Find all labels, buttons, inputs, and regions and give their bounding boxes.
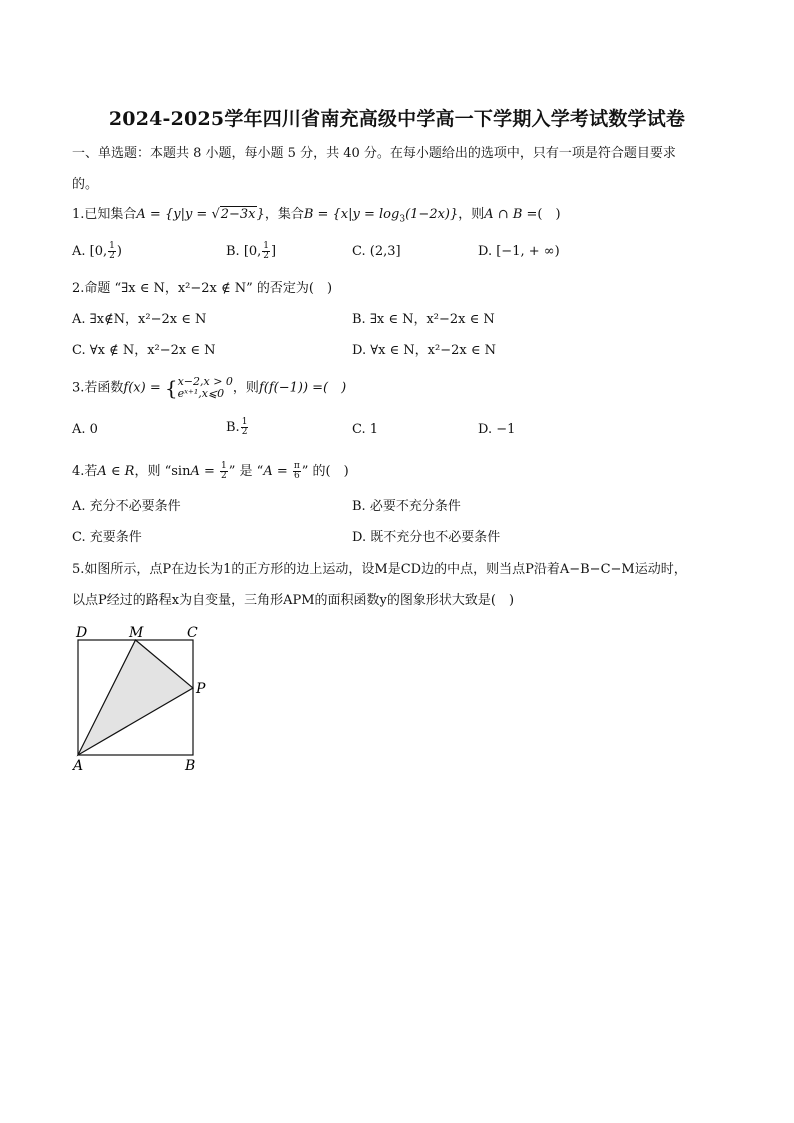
q4-cond: A ∈ R [97,464,135,479]
q1-option-b [226,242,276,261]
q2-option-b: B. ∃x ∈ N，x²−2x ∈ N [352,312,495,327]
label-m: M [129,625,144,641]
q3-option-b [226,418,249,437]
q1-tail: ，则 [458,207,485,222]
q1-log-base: 3 [399,214,406,225]
q1-option-c: C. (2,3] [352,244,401,259]
q3-option-d: D. −1 [478,422,516,437]
q2-option-a: A. ∃x∉N，x²−2x ∈ N [72,312,207,327]
fraction [241,418,249,437]
left-brace-icon: { [164,376,178,400]
q1-mid: ，集合 [264,207,304,222]
q1-end: =( ) [522,207,561,222]
q3-case2: eˣ⁺¹,x⩽0 [177,387,225,400]
q1-sqrt-expr: 2−3x [220,207,256,222]
fraction-num: 1 [241,417,248,427]
q1-set-a-close: } [256,207,265,222]
q1-intersect: A ∩ B [484,207,523,222]
q2-option-c: C. ∀x ∉ N，x²−2x ∈ N [72,343,216,358]
q1-option-b-close: ] [271,244,277,259]
section-heading: 一、单选题：本题共 8 小题，每小题 5 分，共 40 分。在每小题给出的选项中，只有一项是符合题目要求 [72,146,676,161]
exam-title: 2024-2025学年四川省南充高级中学高一下学期入学考试数学试卷 [108,108,686,130]
fraction-den: 6 [293,471,300,481]
q5-stem-line1: 5.如图所示，点P在边长为1的正方形的边上运动，设M是CD边的中点，则当点P沿着A−B−C−M运动时， [72,562,687,577]
q4-stem [72,462,349,481]
q3-prefix: 3.若函数 [72,380,124,396]
section-heading-cont: 的。 [72,177,99,192]
q3-case1: x−2,x > 0 [177,375,233,388]
q4-end: ” 的( ) [301,464,349,479]
fraction-num: 1 [263,241,270,251]
q4-prefix: 4.若 [72,464,98,479]
q1-set-a: A = {y|y = [136,207,212,222]
fraction-num: 1 [221,461,227,471]
q4-mid1: ，则 “sin [134,464,191,479]
q1-set-b: B = {x|y = log [303,207,400,222]
fraction [262,242,270,261]
q3-ask: f(f(−1)) =( ) [258,380,347,396]
q5-square-figure [68,622,218,774]
q5-stem-line2: 以点P经过的路程x为自变量，三角形APM的面积函数y的图象形状大致是( ) [72,593,515,608]
fraction-den: 2 [109,251,115,261]
fraction-den: 2 [241,427,248,437]
q1-prefix: 1.已知集合 [72,207,137,222]
q4-option-d: D. 既不充分也不必要条件 [352,530,501,545]
label-b: B [185,758,196,774]
q2-option-d: D. ∀x ∈ N，x²−2x ∈ N [352,343,496,358]
label-c: C [187,625,198,641]
q1-option-a-close: ) [116,244,122,259]
q3-fx: f(x) = [123,380,165,396]
q4-mid2: ” 是 “ [228,464,264,479]
q3-tail: ，则 [232,380,259,396]
q3-stem [72,376,346,400]
q3-option-b-label: B. [226,420,240,435]
q4-option-a: A. 充分不必要条件 [72,499,181,514]
fraction-den: 2 [221,471,227,481]
fraction [108,242,116,261]
label-d: D [76,625,88,641]
q4-option-b: B. 必要不充分条件 [352,499,461,514]
fraction-num: 1 [109,241,115,251]
label-p: P [196,681,206,697]
q3-option-c: C. 1 [352,422,379,437]
fraction [220,462,228,481]
label-a: A [73,758,84,774]
q4-mid2b: A = [263,464,292,479]
fraction [293,462,301,481]
q1-option-a-label: A. [0, [72,244,108,259]
triangle-apm [78,640,193,755]
fraction-num: π [293,461,300,471]
sqrt-symbol: √2−3x [211,207,256,222]
q1-option-d: D. [−1, + ∞) [478,244,560,259]
q3-option-a: A. 0 [72,422,98,437]
q3-piecewise [178,376,233,400]
q4-mid1b: A = [190,464,220,479]
q1-option-a [72,242,122,261]
q1-set-b-rest: (1−2x)} [405,207,459,222]
q1-stem [72,206,561,229]
q1-option-b-label: B. [0, [226,244,262,259]
fraction-den: 2 [263,251,270,261]
q4-option-c: C. 充要条件 [72,530,142,545]
q2-stem: 2.命题 “∃x ∈ N，x²−2x ∉ N” 的否定为( ) [72,281,333,296]
